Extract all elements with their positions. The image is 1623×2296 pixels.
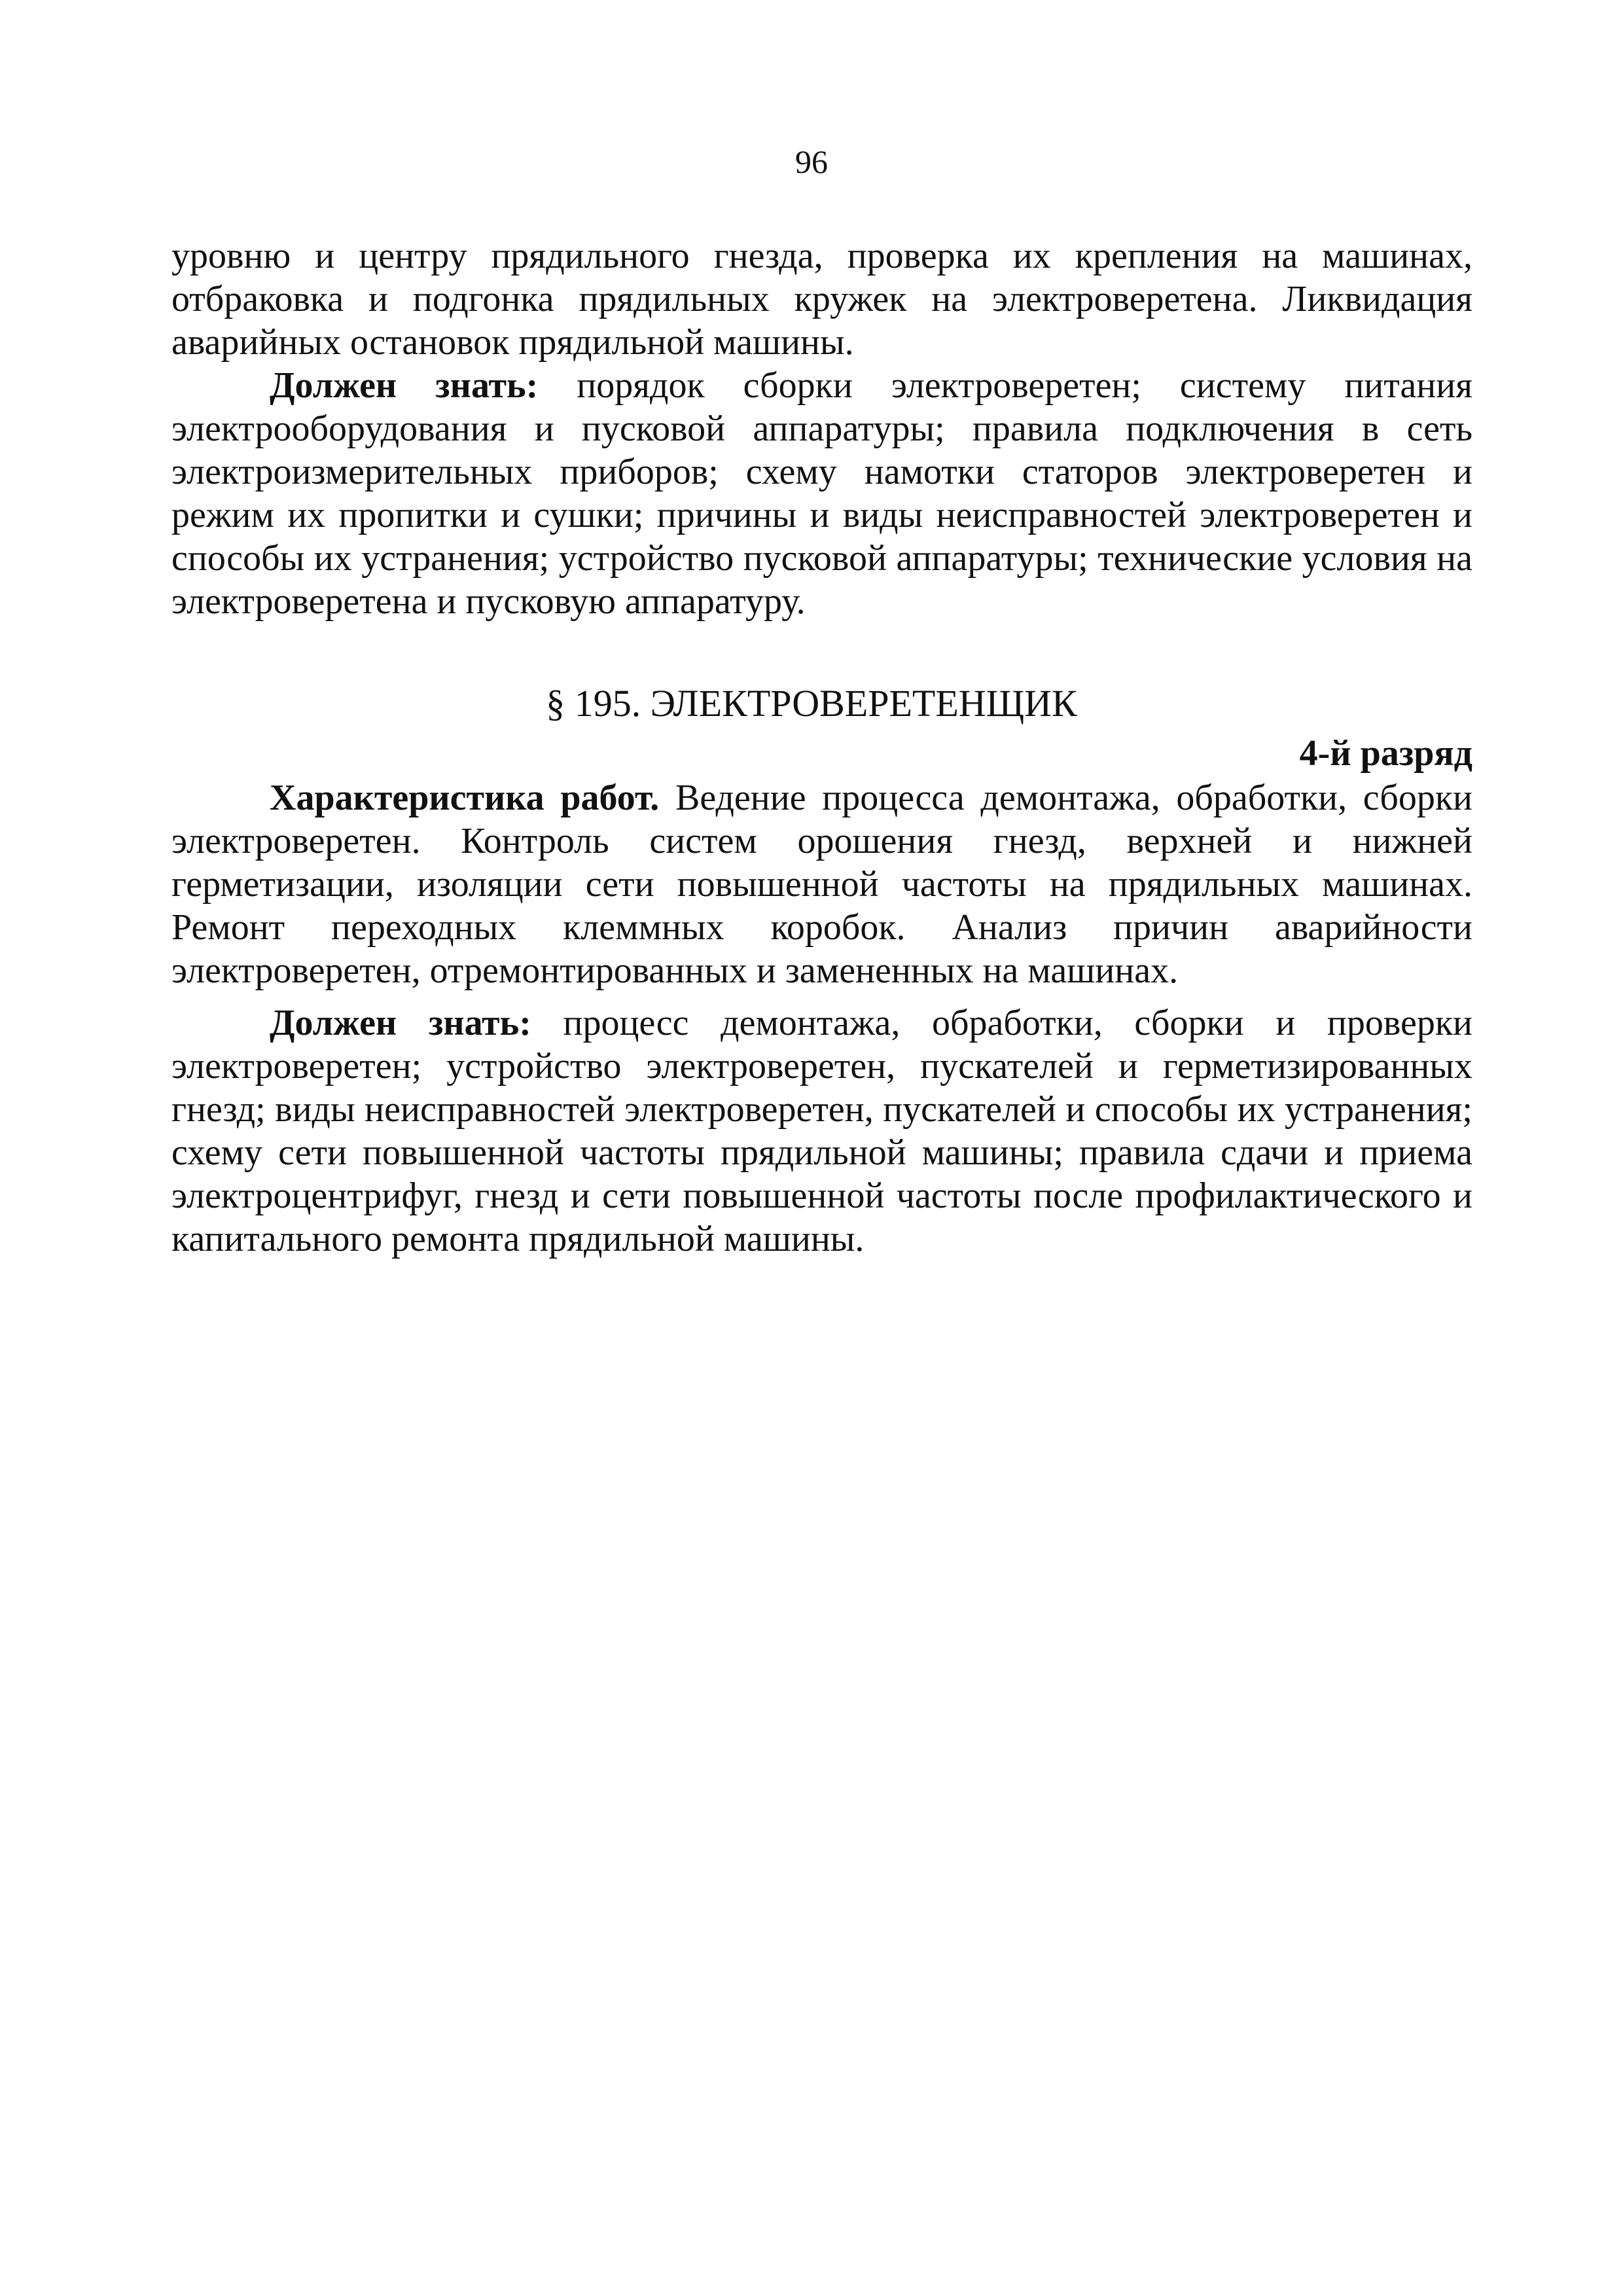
continuation-paragraph: уровню и центру прядильного гнезда, проверка их крепления на машинах, отбраковка и подгонка прядильных кружек на электроверетена. Ликвидация аварийных остановок прядильной машины.: [171, 236, 1472, 363]
section-block: [171, 776, 1472, 1261]
continuation-block: [171, 234, 1472, 623]
must-know-paragraph-1: [171, 364, 1472, 623]
work-characteristics-text: Ведение процесса демонтажа, обработки, сборки электроверетен. Контроль систем орошения гнезд, верхней и нижней герметизации, изоляции сети повышенной частоты на прядильных машинах. Ремонт переходных клеммных коробок. Анализ причин аварийности электроверетен, отремонтированных и замененных на машинах.: [171, 778, 1472, 991]
page-number: 96: [795, 143, 828, 180]
grade-label: 4-й разряд: [1299, 733, 1472, 774]
must-know-paragraph-2: [171, 1001, 1472, 1261]
must-know-label: Должен знать:: [270, 365, 539, 406]
section-title: § 195. ЭЛЕКТРОВЕРЕТЕНЩИК: [546, 682, 1077, 725]
work-characteristics-label: Характеристика работ.: [270, 778, 660, 818]
must-know-text-2: процесс демонтажа, обработки, сборки и проверки электроверетен; устройство электроверетен, пускателей и герметизированных гнезд; виды неисправностей электроверетен, пускателей и способы их устранения; схему сети повышенной частоты прядильной машины; правила сдачи и приема электроцентрифуг, гнезд и сети повышенной частоты после профилактического и капитального ремонта прядильной машины.: [171, 1003, 1472, 1259]
must-know-label-2: Должен знать:: [270, 1003, 531, 1043]
work-characteristics-paragraph: [171, 776, 1472, 992]
must-know-text: порядок сборки электроверетен; систему питания электрооборудования и пусковой аппаратуры; правила подключения в сеть электроизмерительных приборов; схему намотки статоров электроверетен и режим их пропитки и сушки; причины и виды неисправностей электроверетен и способы их устранения; устройство пусковой аппаратуры; технические условия на электроверетена и пусковую аппаратуру.: [171, 365, 1472, 622]
